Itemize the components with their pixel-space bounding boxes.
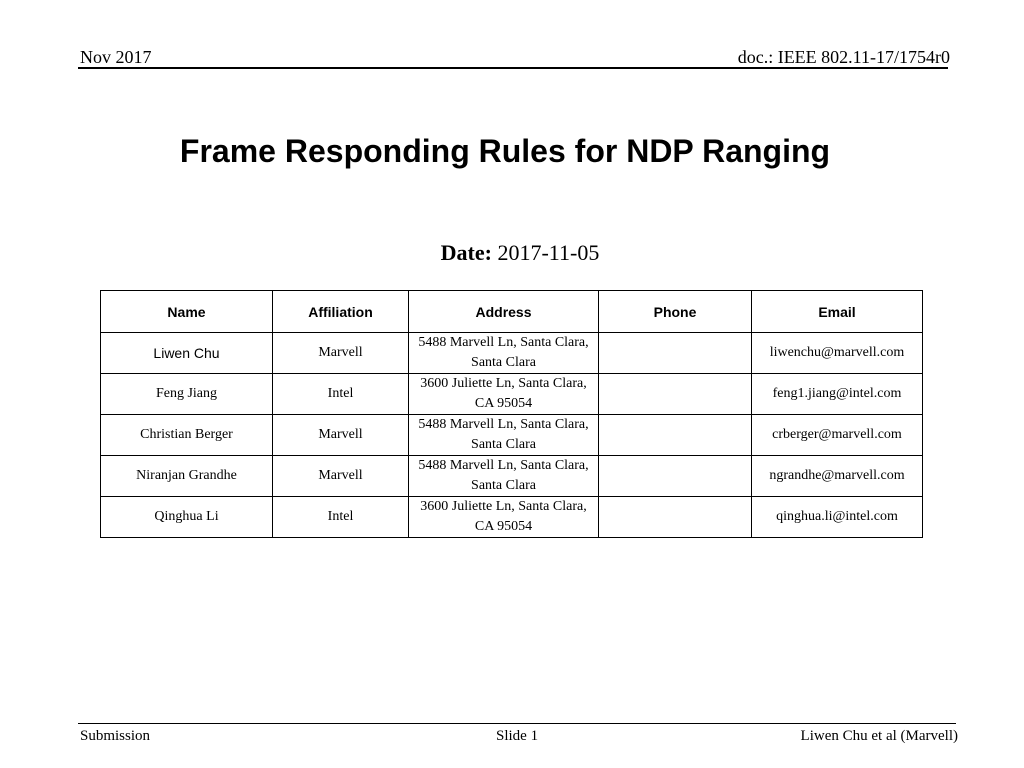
- author-phone: [599, 374, 752, 415]
- author-email: liwenchu@marvell.com: [752, 333, 923, 374]
- author-affiliation: Intel: [273, 374, 409, 415]
- author-email: feng1.jiang@intel.com: [752, 374, 923, 415]
- author-phone: [599, 415, 752, 456]
- author-name: Christian Berger: [101, 415, 273, 456]
- column-header-name: Name: [101, 291, 273, 333]
- author-phone: [599, 333, 752, 374]
- table-row: [101, 497, 923, 538]
- column-header-email: Email: [752, 291, 923, 333]
- slide-date: [0, 240, 1024, 266]
- author-email: ngrandhe@marvell.com: [752, 456, 923, 497]
- author-affiliation: Marvell: [273, 456, 409, 497]
- column-header-phone: Phone: [599, 291, 752, 333]
- footer-submission: Submission: [80, 728, 151, 744]
- author-address: 5488 Marvell Ln, Santa Clara, Santa Clara: [409, 333, 599, 374]
- slide-title: Frame Responding Rules for NDP Ranging: [179, 133, 831, 169]
- author-email: qinghua.li@intel.com: [752, 497, 923, 538]
- date-value: 2017-11-05: [497, 240, 600, 265]
- author-address: 3600 Juliette Ln, Santa Clara, CA 95054: [409, 497, 599, 538]
- author-phone: [599, 497, 752, 538]
- author-name: Liwen Chu: [101, 333, 273, 374]
- footer-divider: [78, 723, 956, 724]
- author-name: Qinghua Li: [101, 497, 273, 538]
- column-header-affiliation: Affiliation: [273, 291, 409, 333]
- author-address: 5488 Marvell Ln, Santa Clara, Santa Clara: [409, 415, 599, 456]
- author-name: Niranjan Grandhe: [101, 456, 273, 497]
- author-address: 3600 Juliette Ln, Santa Clara, CA 95054: [409, 374, 599, 415]
- table-row: [101, 374, 923, 415]
- authors-table: [100, 290, 923, 538]
- author-email: crberger@marvell.com: [752, 415, 923, 456]
- author-affiliation: Marvell: [273, 415, 409, 456]
- author-name: Feng Jiang: [101, 374, 273, 415]
- table-row: [101, 333, 923, 374]
- table-header-row: [101, 291, 923, 333]
- header-doc-id: doc.: IEEE 802.11-17/1754r0: [737, 47, 950, 67]
- column-header-address: Address: [409, 291, 599, 333]
- header-date: Nov 2017: [80, 47, 152, 67]
- table-row: [101, 415, 923, 456]
- author-affiliation: Marvell: [273, 333, 409, 374]
- table-row: [101, 456, 923, 497]
- date-label: Date:: [440, 240, 492, 265]
- header-divider: [78, 67, 948, 69]
- footer-slide-number: Slide 1: [496, 728, 539, 744]
- author-affiliation: Intel: [273, 497, 409, 538]
- author-phone: [599, 456, 752, 497]
- footer-authors: Liwen Chu et al (Marvell): [800, 728, 958, 744]
- author-address: 5488 Marvell Ln, Santa Clara, Santa Clara: [409, 456, 599, 497]
